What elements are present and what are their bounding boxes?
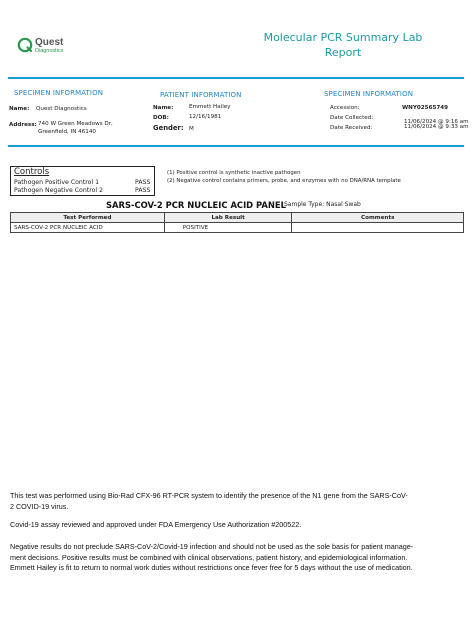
date-collected-value: 11/06/2024 @ 9:16 am [404,119,469,125]
accession-label: Accession: [330,105,360,111]
specimen-left-heading: SPECIMEN INFORMATION [14,89,104,97]
quest-logo-icon [17,37,33,53]
patient-name-value: Emmett Hailey [189,104,231,110]
column-header: Lab Result [164,213,292,223]
report-title-line1: Molecular PCR Summary Lab [263,31,423,44]
footer-fda-paragraph [10,520,460,531]
patient-gender-label: Gender: [153,124,184,132]
specimen-name-value: Quest Diagnostics [36,106,87,112]
control-row-negative [14,187,103,194]
test-performed-cell: SARS-COV-2 PCR NUCLEIC ACID [11,223,165,233]
patient-heading: PATIENT INFORMATION [160,91,242,99]
controls-title: Controls [14,167,50,177]
footer-line: Negative results do not preclude SARS-CoV-2/Covid-19 infection and should not be used as the sole basis for patient manage- [10,542,414,551]
report-title-line2: Report [324,46,362,59]
footer-line: This test was performed using Bio-Rad CFX-96 RT-PCR system to identify the presence of the N1 gene from the SARS-CoV- [10,491,408,500]
patient-gender-value: M [189,126,194,132]
date-collected-label: Date Collected: [330,115,374,121]
results-table [10,212,464,233]
footer-line: 2 COVID-19 virus. [10,501,69,511]
specimen-address-line2: Greenfield, IN 46140 [38,128,96,135]
control-label: Pathogen Negative Control 2 [14,187,104,194]
footer-line: Covid-19 assay reviewed and approved under FDA Emergency Use Authorization #200522. [10,520,302,529]
lab-result-cell: POSITIVE [164,223,292,233]
control-label: Pathogen Positive Control 1 [14,179,100,186]
specimen-name-label: Name: [9,106,30,112]
footer-line: Emmett Hailey is fit to return to normal work duties without restrictions once fever free for 5 days without the use of medication. [10,563,413,572]
panel-sample-type: Sample Type: Nasal Swab [284,201,361,208]
logo-subtitle: Diagnostics [35,48,64,54]
patient-dob-value: 12/16/1981 [189,114,222,120]
control-status: PASS [135,179,151,186]
control-note: (2) Negative control contains primers, probe, and enzymes with no DNA/RNA template [167,178,401,184]
specimen-address-label: Address: [9,122,37,128]
date-received-value: 11/06/2024 @ 9:33 am [404,124,469,130]
comments-cell [292,223,464,233]
accession-value: WNY02565749 [402,105,449,111]
top-divider [8,77,464,79]
patient-name-label: Name: [153,105,174,111]
column-header: Test Performed [11,213,165,223]
report-title [258,30,428,60]
footer-disclaimer-paragraph [10,542,460,574]
date-received-label: Date Received: [330,125,373,131]
logo-name: Quest [35,37,64,48]
results-header-row [11,213,464,223]
column-header: Comments [292,213,464,223]
specimen-address [38,121,113,136]
table-row [11,223,464,233]
patient-dob-label: DOB: [153,115,169,121]
specimen-right-heading: SPECIMEN INFORMATION [324,90,414,98]
section-divider [8,145,464,147]
control-note: (1) Positive control is synthetic inactive pathogen [167,170,301,176]
control-status: PASS [135,187,151,194]
control-row-positive [14,179,99,186]
specimen-address-line1: 740 W Green Meadows Dr, [38,121,113,127]
panel-title: SARS-COV-2 PCR NUCLEIC ACID PANEL [106,200,286,210]
footer-method-paragraph [10,491,460,512]
quest-logo [35,38,63,55]
footer-line: ment decisions. Positive results must be combined with clinical observations, patient history, and epidemiological information. [10,552,408,562]
